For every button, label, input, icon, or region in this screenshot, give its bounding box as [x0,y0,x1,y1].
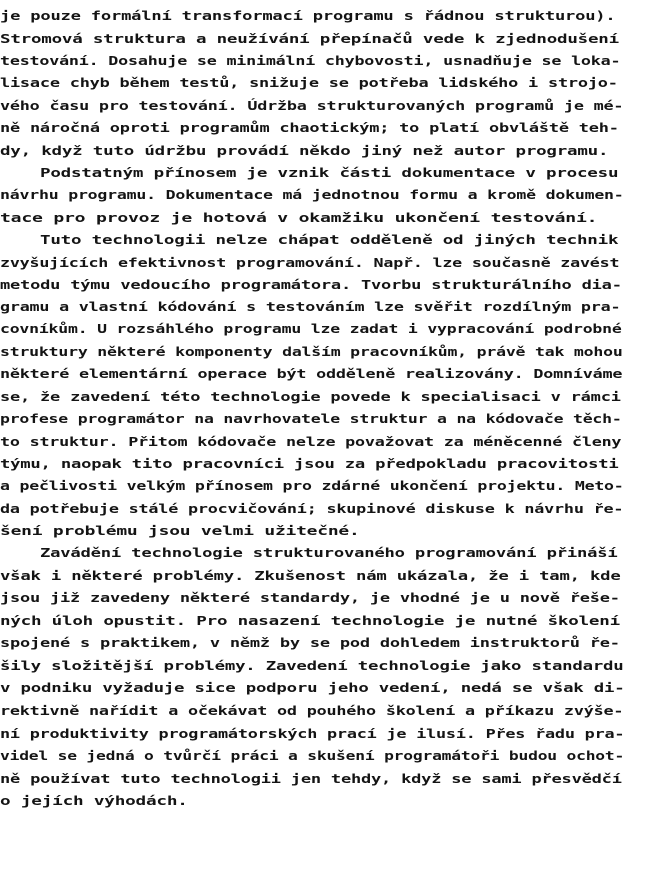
text-line-16: struktury některé komponenty dalším pracovníkům, právě tak mohou [0,344,623,359]
text-line-17: některé elementární operace být odděleně realizovány. Domníváme [0,366,623,381]
text-line-26: však i některé problémy. Zkušenost nám ukázala, že i tam, kde [0,568,621,583]
text-line-5: vého času pro testování. Údržba strukturovaných programů je mé- [0,98,624,113]
text-line-1: je pouze formální transformací programu s řádnou strukturou). [0,8,616,23]
text-line-6: ně náročná oproti programům chaotickým; to platí obvláště teh- [0,120,619,135]
text-line-14: gramu a vlastní kódování s testováním lze svěřit rozdílným pra- [0,299,621,314]
text-line-30: šily složitější problémy. Zavedení technologie jako standardu [0,658,624,673]
text-line-31: v podniku vyžaduje sice podporu jeho vedení, nedá se však di- [0,680,625,695]
text-line-4: lisace chyb během testů, snižuje se potřeba lidského i strojo- [0,75,618,90]
text-line-13: metodu týmu vedoucího programátora. Tvorbu strukturálního dia- [0,277,622,292]
text-line-9: návrhu programu. Dokumentace má jednotnou formu a kromě dokumen- [0,187,624,202]
text-line-2: Stromová struktura a neužívání přepínačů vede k zjednodušení [0,31,619,46]
text-line-19: profese programátor na navrhovatele struktur a na kódovače těch- [0,411,622,426]
text-line-12: zvyšujících efektivnost programování. Např. lze současně zavést [0,255,620,270]
text-line-10: tace pro provoz je hotová v okamžiku ukončení testování. [0,210,598,225]
text-line-15: covníkům. U rozsáhlého programu lze zadat i vypracování podrobné [0,321,622,336]
text-line-34: videl se jedná o tvůrčí práci a skušení programátoři budou ochot- [0,748,625,763]
paragraph-start-line-25: Zavádění technologie strukturovaného programování přináší [40,545,618,560]
text-line-3: testování. Dosahuje se minimální chybovosti, usnadňuje se loka- [0,53,621,68]
text-line-21: týmu, naopak tito pracovníci jsou za předpokladu pracovitosti [0,456,619,471]
text-line-35: ně používat tuto technologii jen tehdy, když se sami přesvědčí [0,771,622,786]
text-line-33: ní produktivity programátorských prací je ilusí. Přes řadu pra- [0,726,625,741]
text-line-28: ných úloh opustit. Pro nasazení technologie je nutné školení [0,613,620,628]
text-line-29: spojené s praktikem, v němž by se pod dohledem instruktorů ře- [0,635,620,650]
text-line-23: da potřebuje stálé procvičování; skupinové diskuse k návrhu ře- [0,501,624,516]
paragraph-start-line-8: Podstatným přínosem je vznik části dokumentace v procesu [40,165,619,180]
text-line-7: dy, když tuto údržbu provádí někdo jiný než autor programu. [0,143,609,158]
text-line-36: o jejích výhodách. [0,793,188,808]
text-line-20: to struktur. Přitom kódovače nelze považovat za méněcenné členy [0,434,622,449]
text-line-18: se, že zavedení této technologie povede k specialisaci v rámci [0,389,621,404]
text-line-22: a pečlivosti velkým přínosem pro zdárné ukončení projektu. Meto- [0,478,624,493]
text-line-32: rektivně nařídit a očekávat od pouhého školení a příkazu zvýše- [0,703,624,718]
text-line-27: jsou již zavedeny některé standardy, je vhodné je u nově řeše- [0,590,620,605]
paragraph-start-line-11: Tuto technologii nelze chápat odděleně od jiných technik [40,232,619,247]
text-line-24: šení problému jsou velmi užitečné. [0,523,360,538]
